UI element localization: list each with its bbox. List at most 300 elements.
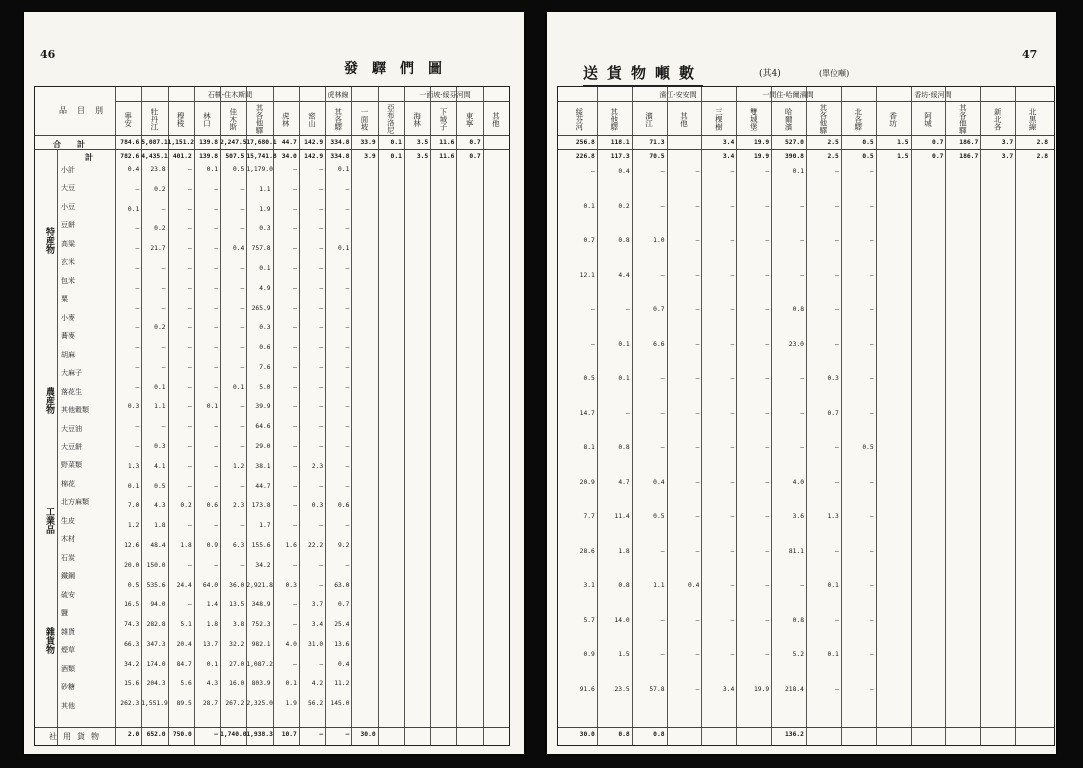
table-cell: 3.4: [722, 153, 735, 160]
table-cell: —: [293, 205, 297, 213]
table-cell: —: [135, 245, 140, 253]
table-cell: —: [240, 522, 245, 530]
column-header: 綏芬河: [574, 107, 584, 131]
table-cell: 2.3: [232, 502, 245, 510]
table-cell: —: [319, 660, 324, 668]
table-cell: 5.1: [180, 621, 192, 629]
table-cell: —: [214, 185, 219, 193]
table-cell: 348.9: [251, 601, 271, 609]
column-header: 亞布洛尼: [386, 104, 396, 134]
page-number-right: 47: [1022, 48, 1038, 61]
table-cell: 3.4: [311, 621, 324, 629]
table-cell: 2,247.5: [220, 139, 247, 146]
section-label: 農産物: [44, 387, 54, 414]
table-cell: —: [800, 444, 804, 451]
table-cell: —: [214, 363, 219, 371]
table-cell: 0.4: [618, 168, 630, 175]
table-cell: 64.0: [202, 581, 219, 589]
table-cell: 3.5: [416, 139, 429, 146]
table-cell: 1.7: [259, 522, 271, 530]
table-cell: —: [695, 513, 700, 520]
table-cell: —: [188, 205, 192, 213]
table-cell: —: [240, 324, 245, 332]
table-cell: —: [188, 601, 192, 609]
table-cell: 3.7: [1001, 139, 1014, 146]
table-cell: —: [869, 340, 874, 348]
table-cell: —: [869, 237, 874, 244]
column-header: 三棵樹: [714, 107, 724, 131]
table-cell: 0.3: [259, 225, 271, 233]
table-cell: —: [319, 185, 324, 193]
table-cell: —: [695, 685, 700, 693]
table-cell: 89.5: [176, 700, 192, 708]
row-label: 小麥: [61, 313, 75, 322]
subtotal-row: [35, 152, 509, 162]
table-row: [35, 383, 509, 393]
table-cell: —: [730, 582, 735, 589]
row-label: 硫安: [61, 590, 75, 599]
table-cell: —: [188, 443, 192, 450]
table-cell: —: [293, 403, 297, 411]
table-cell: —: [345, 324, 350, 332]
table-row: [35, 482, 509, 492]
table-cell: 1,938.3: [246, 731, 273, 738]
total-row: [35, 138, 509, 148]
table-cell: —: [293, 502, 297, 510]
column-header: 其各他驛: [818, 104, 828, 134]
table-cell: —: [591, 340, 595, 348]
table-cell: 0.5: [232, 166, 245, 173]
table-cell: 3.1: [583, 582, 595, 589]
row-label: 大豆油: [61, 424, 82, 433]
table-row: [558, 616, 1054, 626]
left-table: [34, 86, 510, 746]
table-cell: 56.2: [307, 700, 324, 708]
row-label: 其他穀類: [61, 406, 89, 415]
table-cell: —: [345, 731, 350, 738]
table-cell: —: [293, 185, 297, 193]
table-cell: 0.4: [232, 245, 245, 253]
row-header: 品目別: [59, 106, 113, 115]
table-cell: —: [835, 237, 839, 244]
row-label: 小計: [61, 166, 75, 174]
table-cell: 347.3: [146, 640, 166, 648]
table-cell: —: [293, 660, 297, 668]
table-cell: —: [319, 225, 324, 233]
table-cell: —: [765, 340, 770, 348]
table-cell: —: [695, 375, 700, 382]
table-cell: 0.5: [583, 375, 595, 382]
table-cell: —: [345, 284, 350, 292]
table-cell: 7.0: [127, 502, 140, 510]
table-row: [558, 202, 1054, 212]
table-cell: —: [240, 264, 245, 272]
table-cell: 5.2: [792, 651, 804, 658]
table-row: [35, 244, 509, 254]
table-cell: —: [293, 324, 297, 332]
table-row: [558, 581, 1054, 591]
table-cell: 0.1: [206, 660, 219, 668]
table-cell: —: [293, 443, 297, 450]
column-header: 其各驛: [333, 107, 343, 131]
table-cell: —: [319, 731, 324, 738]
table-cell: 652.0: [146, 731, 166, 738]
table-cell: 30.0: [579, 731, 595, 738]
table-cell: 4.2: [311, 680, 324, 688]
table-cell: 784.6: [120, 139, 140, 146]
table-row: [35, 363, 509, 373]
table-cell: 14.7: [579, 409, 595, 417]
table-cell: 0.1: [154, 383, 166, 391]
table-cell: —: [135, 185, 140, 193]
table-cell: 0.1: [206, 166, 219, 173]
table-cell: 0.8: [618, 731, 630, 738]
table-cell: —: [135, 284, 140, 292]
table-cell: —: [214, 423, 219, 431]
table-cell: —: [800, 202, 804, 210]
table-cell: —: [319, 581, 324, 589]
table-cell: 10.7: [281, 731, 297, 738]
table-cell: 173.8: [251, 502, 271, 510]
row-label: 石炭: [61, 553, 75, 562]
table-cell: —: [835, 685, 839, 693]
table-cell: 803.9: [251, 680, 271, 688]
table-cell: —: [660, 271, 665, 279]
table-cell: 9.2: [338, 541, 350, 549]
table-cell: —: [835, 168, 839, 175]
table-cell: —: [765, 616, 770, 624]
subtotal-row: [558, 152, 1054, 162]
table-cell: 0.4: [127, 166, 140, 173]
table-cell: —: [730, 444, 735, 451]
table-cell: —: [869, 582, 874, 589]
table-cell: 0.1: [618, 375, 630, 382]
column-header: 寧安: [123, 111, 133, 127]
table-cell: —: [869, 375, 874, 382]
left-page: [24, 12, 524, 754]
table-cell: 4.1: [154, 462, 166, 470]
table-cell: 139.8: [199, 139, 219, 146]
table-cell: —: [835, 340, 839, 348]
table-cell: 256.8: [575, 139, 595, 146]
table-cell: 0.1: [827, 651, 839, 658]
right-table: [557, 86, 1055, 746]
table-cell: 2,325.0: [246, 700, 273, 708]
table-cell: —: [188, 225, 192, 233]
table-cell: 0.1: [259, 264, 271, 272]
table-row: [35, 165, 509, 175]
table-cell: 0.7: [932, 153, 944, 160]
table-cell: —: [765, 444, 770, 451]
table-cell: 334.8: [330, 153, 350, 160]
table-cell: 0.8: [792, 306, 804, 313]
row-label: 胡麻: [61, 350, 75, 359]
table-cell: —: [161, 344, 166, 352]
table-cell: —: [293, 264, 297, 272]
table-cell: 36.0: [229, 581, 245, 589]
table-cell: 38.1: [255, 462, 271, 470]
table-row: [558, 236, 1054, 246]
table-cell: 11.2: [334, 680, 350, 688]
table-cell: —: [135, 383, 140, 391]
table-cell: —: [188, 363, 192, 371]
table-cell: —: [161, 423, 166, 431]
table-cell: 57.8: [649, 685, 665, 693]
table-row: [35, 679, 509, 689]
right-page: [547, 12, 1056, 754]
table-cell: —: [800, 237, 804, 244]
table-cell: 750.0: [172, 731, 192, 738]
table-cell: 2.8: [1036, 153, 1048, 160]
table-cell: 0.2: [154, 225, 166, 233]
table-cell: 1.1: [259, 185, 271, 193]
table-cell: 0.3: [259, 324, 271, 332]
page-number-left: 46: [40, 48, 56, 61]
table-cell: 5.7: [583, 616, 595, 624]
table-cell: —: [240, 363, 245, 371]
table-cell: —: [188, 403, 192, 411]
table-cell: —: [319, 166, 324, 173]
table-cell: —: [319, 383, 324, 391]
table-cell: 23.0: [788, 340, 804, 348]
table-cell: 0.4: [653, 478, 665, 486]
table-row: [35, 640, 509, 650]
table-cell: 0.1: [618, 340, 630, 348]
table-cell: 1.5: [897, 139, 909, 146]
table-cell: 0.1: [390, 139, 402, 146]
table-cell: 1,740.0: [220, 731, 247, 738]
table-cell: 0.7: [469, 153, 481, 160]
column-header: 牡丹江: [149, 107, 159, 131]
table-cell: —: [188, 423, 192, 431]
row-label: 大豆餅: [61, 443, 82, 451]
column-header: 北各驛: [853, 107, 863, 131]
table-cell: 226.8: [575, 153, 595, 160]
table-cell: 34.2: [124, 660, 140, 668]
table-cell: 44.7: [281, 139, 297, 146]
table-cell: 19.9: [753, 153, 770, 160]
table-cell: —: [660, 375, 665, 382]
table-cell: —: [800, 582, 804, 589]
table-cell: 0.8: [618, 237, 630, 244]
table-cell: —: [214, 264, 219, 272]
table-cell: —: [240, 344, 245, 352]
table-cell: —: [835, 444, 839, 451]
table-cell: 0.1: [827, 582, 839, 589]
table-cell: 117.3: [610, 153, 630, 160]
table-row: [35, 581, 509, 591]
table-cell: —: [345, 561, 350, 569]
table-cell: —: [240, 482, 245, 490]
table-cell: 1.5: [897, 153, 909, 160]
table-cell: —: [835, 616, 839, 624]
table-row: [558, 374, 1054, 384]
table-cell: —: [660, 202, 665, 210]
table-cell: 4.7: [618, 478, 630, 486]
column-header: 阿城: [923, 111, 933, 127]
table-cell: 0.3: [827, 375, 839, 382]
table-cell: —: [293, 423, 297, 431]
column-header: 其他驛: [609, 107, 619, 131]
table-cell: —: [161, 363, 166, 371]
table-cell: 70.5: [649, 153, 665, 160]
row-label: 高粱: [61, 239, 75, 248]
table-row: [35, 185, 509, 195]
table-cell: 2.5: [827, 139, 839, 146]
bottom-label: 社用貨物: [49, 732, 105, 741]
table-cell: —: [214, 443, 219, 450]
book-gutter: [527, 0, 545, 768]
column-header: 雙城堡: [749, 107, 759, 131]
table-cell: —: [214, 383, 219, 391]
table-cell: —: [214, 304, 219, 312]
table-cell: 0.2: [154, 324, 166, 332]
table-cell: —: [660, 168, 665, 175]
table-cell: 0.1: [583, 202, 595, 210]
table-cell: —: [188, 304, 192, 312]
table-cell: 2.8: [1036, 139, 1048, 146]
table-cell: 1.8: [206, 621, 219, 629]
table-cell: —: [695, 237, 700, 244]
table-row: [35, 699, 509, 709]
row-label: 其他: [61, 701, 75, 710]
table-cell: —: [869, 306, 874, 313]
table-cell: —: [293, 462, 297, 470]
table-cell: 1.3: [127, 462, 140, 470]
table-cell: 34.2: [255, 561, 271, 569]
table-cell: 1,151.2: [167, 139, 195, 146]
bottom-row: [558, 730, 1054, 740]
table-row: [35, 660, 509, 670]
table-cell: —: [345, 205, 350, 213]
table-cell: 527.0: [785, 139, 804, 146]
table-cell: —: [695, 306, 700, 313]
column-header: 其他: [679, 111, 689, 127]
table-cell: —: [214, 522, 219, 530]
table-cell: —: [869, 547, 874, 555]
table-cell: 3.6: [792, 513, 804, 520]
table-cell: 0.6: [259, 344, 271, 352]
table-cell: —: [869, 409, 874, 417]
table-cell: —: [730, 168, 735, 175]
table-cell: —: [293, 225, 297, 233]
table-cell: 0.4: [688, 582, 700, 589]
table-cell: 23.5: [614, 685, 630, 693]
column-header: 北黒線: [1028, 107, 1038, 131]
table-cell: —: [240, 304, 245, 312]
table-cell: —: [695, 651, 700, 658]
table-cell: —: [293, 482, 297, 490]
table-cell: —: [345, 482, 350, 490]
table-cell: 0.5: [653, 513, 665, 520]
table-cell: —: [319, 205, 324, 213]
table-cell: —: [240, 225, 245, 233]
table-cell: 1.8: [180, 541, 192, 549]
table-cell: 2.5: [827, 153, 839, 160]
table-row: [558, 443, 1054, 453]
table-cell: 28.6: [579, 547, 595, 555]
table-cell: —: [765, 478, 770, 486]
table-cell: —: [319, 264, 324, 272]
row-label: 包米: [61, 276, 75, 285]
table-row: [558, 685, 1054, 695]
table-cell: 4.3: [206, 680, 219, 688]
table-cell: 23.8: [150, 166, 166, 173]
column-header: 新北各: [993, 107, 1003, 131]
table-cell: —: [730, 340, 735, 348]
table-cell: —: [835, 478, 839, 486]
group-header: 一面坡-綏芬河間: [419, 91, 471, 99]
table-cell: 1.1: [154, 403, 166, 411]
table-cell: —: [135, 344, 140, 352]
table-row: [558, 478, 1054, 488]
table-cell: 118.1: [610, 139, 630, 146]
table-cell: 94.0: [150, 601, 166, 609]
table-cell: 204.3: [146, 680, 166, 688]
table-cell: —: [188, 166, 192, 173]
bottom-row: [35, 730, 509, 740]
table-cell: 3.5: [416, 153, 429, 160]
table-cell: 11.6: [439, 139, 455, 146]
table-row: [558, 650, 1054, 660]
table-cell: —: [293, 621, 297, 629]
group-header: 香坊-綏河間: [914, 91, 952, 99]
table-cell: —: [293, 344, 297, 352]
table-cell: 71.3: [649, 139, 665, 146]
table-cell: 5.0: [259, 383, 271, 391]
table-cell: —: [345, 522, 350, 530]
table-cell: —: [765, 513, 770, 520]
table-cell: 982.1: [251, 640, 271, 648]
table-cell: —: [625, 409, 630, 417]
unit-label: (單位噸): [819, 69, 850, 78]
table-cell: —: [319, 284, 324, 292]
table-cell: —: [214, 225, 219, 233]
table-cell: 0.5: [154, 482, 166, 490]
column-header: 穆稜: [176, 111, 186, 127]
table-cell: —: [135, 304, 140, 312]
table-cell: 0.1: [792, 168, 804, 175]
table-cell: —: [293, 383, 297, 391]
table-cell: —: [765, 375, 770, 382]
table-cell: 13.7: [202, 640, 219, 648]
table-cell: 782.6: [120, 153, 140, 160]
table-cell: 0.3: [311, 502, 324, 510]
table-cell: 24.4: [176, 581, 192, 589]
table-cell: —: [214, 324, 219, 332]
table-row: [35, 205, 509, 215]
table-cell: —: [730, 237, 735, 244]
table-cell: 8.1: [583, 444, 595, 451]
column-header: 香坊: [888, 111, 898, 127]
table-cell: 535.6: [146, 581, 166, 589]
table-cell: 64.6: [255, 423, 271, 431]
table-cell: —: [293, 304, 297, 312]
column-header: 下城子: [438, 107, 448, 131]
column-header: 密山: [307, 111, 317, 127]
table-cell: —: [730, 409, 735, 417]
table-cell: 282.8: [146, 621, 166, 629]
table-cell: 6.3: [232, 541, 245, 549]
section-label: 特産物: [44, 227, 54, 254]
table-cell: —: [835, 202, 839, 210]
table-cell: 29.0: [255, 443, 271, 450]
table-cell: 150.0: [146, 561, 166, 569]
table-cell: —: [319, 304, 324, 312]
table-cell: —: [869, 271, 874, 279]
column-header: 其各他驛: [958, 104, 968, 134]
table-cell: 0.8: [618, 444, 630, 451]
